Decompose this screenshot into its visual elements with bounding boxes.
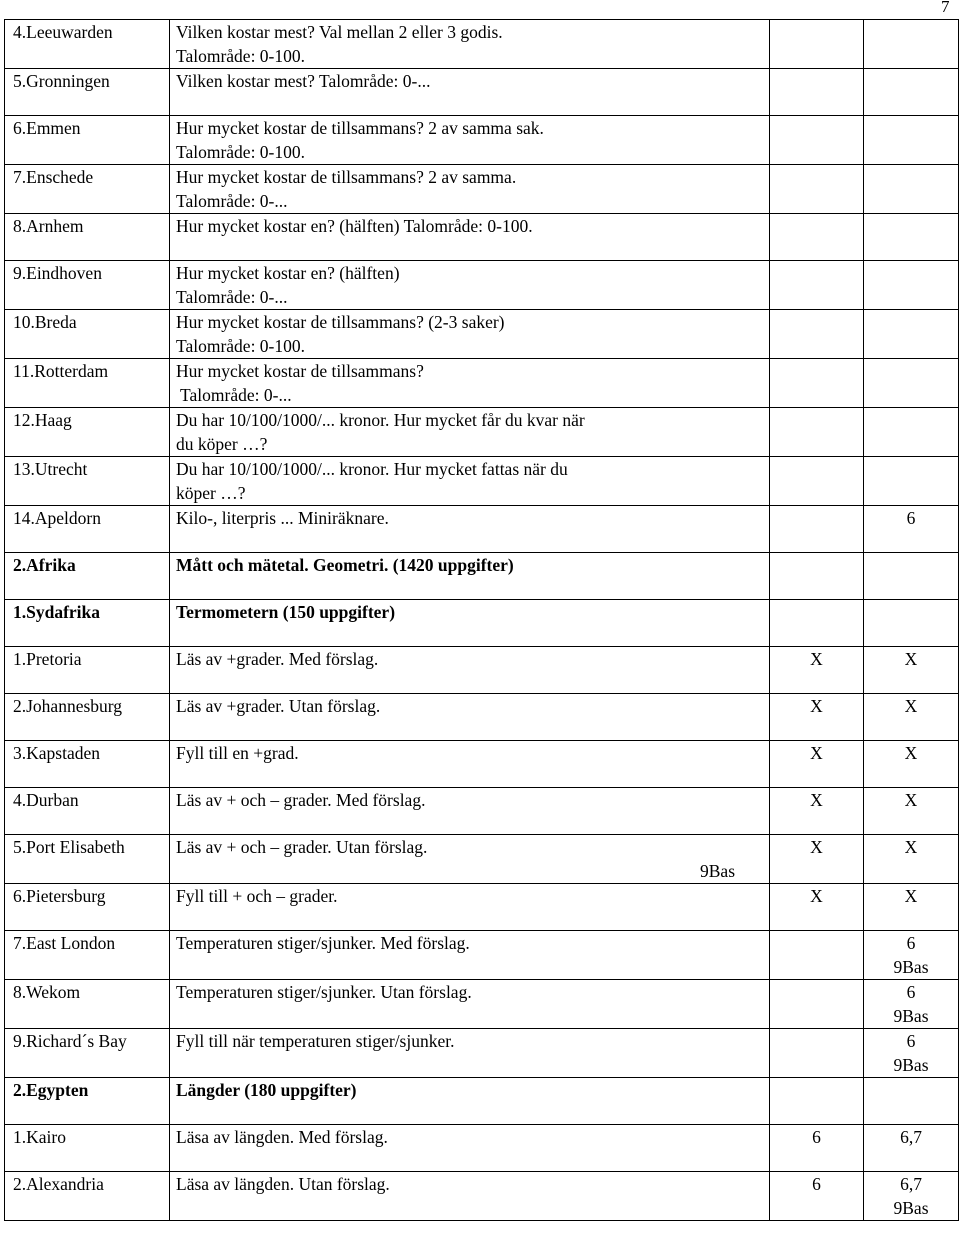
grade-cell-b <box>864 980 959 1029</box>
table-row <box>5 835 959 884</box>
task-text: Hur mycket kostar en? (hälften) Talområde: 0-100. <box>176 216 533 236</box>
table-row <box>5 457 959 506</box>
grade-value-b: X <box>904 696 918 716</box>
grade-cell-a <box>770 1172 864 1221</box>
task-text: Läsa av längden. Utan förslag. <box>176 1174 390 1194</box>
grade-cell-a <box>770 1125 864 1172</box>
grade-value-b: 6 <box>906 933 916 953</box>
location-cell: 2.Egypten <box>5 1078 170 1125</box>
table-row <box>5 1125 959 1172</box>
task-cell <box>170 1172 770 1221</box>
task-text-line2: Talområde: 0-100. <box>176 336 306 356</box>
grade-value-b: X <box>904 649 918 669</box>
location-cell: 3.Kapstaden <box>5 741 170 788</box>
grade-value-b-line2: 9Bas <box>893 1006 929 1026</box>
task-cell <box>170 408 770 457</box>
grade-cell-b <box>864 741 959 788</box>
location-cell: 2.Afrika <box>5 553 170 600</box>
grade-cell-a <box>770 165 864 214</box>
grade-cell-a <box>770 359 864 408</box>
location-cell: 1.Pretoria <box>5 647 170 694</box>
task-text: Fyll till en +grad. <box>176 743 299 763</box>
grade-cell-b <box>864 1172 959 1221</box>
grade-cell-a <box>770 116 864 165</box>
task-text: Läs av + och – grader. Utan förslag. <box>176 837 428 857</box>
task-text: Hur mycket kostar de tillsammans? 2 av samma. <box>176 167 517 187</box>
grade-cell-a <box>770 310 864 359</box>
grade-cell-b <box>864 553 959 600</box>
task-cell <box>170 1029 770 1078</box>
grade-value-b: 6 <box>906 508 916 528</box>
grade-cell-b <box>864 647 959 694</box>
grade-cell-a <box>770 553 864 600</box>
grade-value-a: X <box>810 649 823 669</box>
task-cell <box>170 261 770 310</box>
grade-value-b-line2: 9Bas <box>893 957 929 977</box>
grade-cell-b <box>864 788 959 835</box>
location-cell: 9.Eindhoven <box>5 261 170 310</box>
task-cell <box>170 214 770 261</box>
task-cell <box>170 553 770 600</box>
grade-cell-a <box>770 600 864 647</box>
location-cell: 12.Haag <box>5 408 170 457</box>
table-row <box>5 600 959 647</box>
task-cell <box>170 980 770 1029</box>
grade-value-a: X <box>810 696 823 716</box>
grade-value-b: 6 <box>906 1031 916 1051</box>
location-cell: 11.Rotterdam <box>5 359 170 408</box>
grade-cell-a <box>770 408 864 457</box>
grade-cell-a <box>770 931 864 980</box>
grade-cell-b <box>864 20 959 69</box>
grade-cell-a <box>770 980 864 1029</box>
grade-cell-b <box>864 1125 959 1172</box>
table-row <box>5 788 959 835</box>
grade-cell-b <box>864 694 959 741</box>
task-text: Hur mycket kostar de tillsammans? 2 av samma sak. <box>176 118 544 138</box>
task-text: Temperaturen stiger/sjunker. Med förslag. <box>176 933 470 953</box>
task-text: Hur mycket kostar de tillsammans? <box>176 361 424 381</box>
location-cell: 8.Arnhem <box>5 214 170 261</box>
task-text: Du har 10/100/1000/... kronor. Hur mycket får du kvar när <box>176 410 585 430</box>
task-cell <box>170 457 770 506</box>
table-row <box>5 884 959 931</box>
table-row <box>5 647 959 694</box>
location-cell: 5.Port Elisabeth <box>5 835 170 884</box>
table-row <box>5 69 959 116</box>
grade-value-a: X <box>810 790 823 810</box>
table-row <box>5 506 959 553</box>
task-text: Mått och mätetal. Geometri. (1420 uppgifter) <box>176 555 514 575</box>
grade-cell-a <box>770 457 864 506</box>
task-cell <box>170 647 770 694</box>
location-cell: 5.Gronningen <box>5 69 170 116</box>
task-text: Temperaturen stiger/sjunker. Utan förslag. <box>176 982 472 1002</box>
grade-value-a: X <box>810 886 823 906</box>
task-cell <box>170 69 770 116</box>
grade-cell-b <box>864 457 959 506</box>
task-cell <box>170 788 770 835</box>
grade-value-b: X <box>904 743 918 763</box>
grade-cell-b <box>864 359 959 408</box>
grade-value-b: 6,7 <box>900 1127 922 1147</box>
table-row <box>5 1078 959 1125</box>
location-cell: 10.Breda <box>5 310 170 359</box>
grade-cell-b <box>864 214 959 261</box>
table-row <box>5 931 959 980</box>
grade-cell-a <box>770 1078 864 1125</box>
grade-cell-b <box>864 835 959 884</box>
grade-cell-a <box>770 214 864 261</box>
task-cell <box>170 741 770 788</box>
table-row <box>5 1172 959 1221</box>
task-text: Läsa av längden. Med förslag. <box>176 1127 388 1147</box>
task-cell <box>170 931 770 980</box>
location-cell: 6.Pietersburg <box>5 884 170 931</box>
task-text: Läs av +grader. Med förslag. <box>176 649 379 669</box>
location-cell: 7.Enschede <box>5 165 170 214</box>
task-text-line2: Talområde: 0-... <box>176 287 288 307</box>
task-text-line2: Talområde: 0-... <box>176 191 288 211</box>
location-cell: 7.East London <box>5 931 170 980</box>
location-cell: 4.Durban <box>5 788 170 835</box>
location-cell: 6.Emmen <box>5 116 170 165</box>
grade-extra: 9Bas <box>700 861 735 881</box>
table-row <box>5 741 959 788</box>
task-text-line2: Talområde: 0-... <box>176 385 292 405</box>
grade-cell-a <box>770 788 864 835</box>
task-cell <box>170 600 770 647</box>
task-text-line2: Talområde: 0-100. <box>176 46 306 66</box>
task-text: Vilken kostar mest? Talområde: 0-... <box>176 71 431 91</box>
task-cell <box>170 694 770 741</box>
grade-cell-a <box>770 261 864 310</box>
location-cell: 9.Richard´s Bay <box>5 1029 170 1078</box>
task-cell <box>170 835 770 884</box>
location-cell: 8.Wekom <box>5 980 170 1029</box>
grade-value-a: 6 <box>812 1127 821 1147</box>
table-row <box>5 359 959 408</box>
task-text: Kilo-, literpris ... Miniräknare. <box>176 508 389 528</box>
task-text: Du har 10/100/1000/... kronor. Hur mycket fattas när du <box>176 459 568 479</box>
task-text: Hur mycket kostar en? (hälften) <box>176 263 400 283</box>
grade-cell-b <box>864 165 959 214</box>
task-cell <box>170 310 770 359</box>
task-cell <box>170 20 770 69</box>
grade-value-b-line2: 9Bas <box>893 1055 929 1075</box>
curriculum-table <box>4 19 959 1221</box>
task-text: Fyll till när temperaturen stiger/sjunker. <box>176 1031 455 1051</box>
grade-cell-b <box>864 1078 959 1125</box>
table-row <box>5 310 959 359</box>
grade-cell-a <box>770 741 864 788</box>
location-cell: 2.Johannesburg <box>5 694 170 741</box>
grade-cell-a <box>770 647 864 694</box>
task-cell <box>170 1078 770 1125</box>
grade-value-a: X <box>810 743 823 763</box>
table-row <box>5 553 959 600</box>
location-cell: 2.Alexandria <box>5 1172 170 1221</box>
grade-cell-b <box>864 884 959 931</box>
grade-value-a: X <box>810 837 823 857</box>
task-cell <box>170 165 770 214</box>
task-text-line2: Talområde: 0-100. <box>176 142 306 162</box>
grade-cell-b <box>864 408 959 457</box>
location-cell: 13.Utrecht <box>5 457 170 506</box>
grade-cell-b <box>864 1029 959 1078</box>
grade-cell-b <box>864 600 959 647</box>
table-row <box>5 694 959 741</box>
task-text: Fyll till + och – grader. <box>176 886 338 906</box>
table-row <box>5 1029 959 1078</box>
grade-value-b-line2: 9Bas <box>893 1198 929 1218</box>
grade-cell-b <box>864 116 959 165</box>
table-row <box>5 116 959 165</box>
grade-value-b: X <box>904 790 918 810</box>
table-row <box>5 20 959 69</box>
grade-value-b: 6 <box>906 982 916 1002</box>
task-text-line2: köper …? <box>176 483 246 503</box>
task-cell <box>170 1125 770 1172</box>
task-text: Längder (180 uppgifter) <box>176 1080 357 1100</box>
task-cell <box>170 884 770 931</box>
grade-cell-b <box>864 310 959 359</box>
grade-cell-a <box>770 884 864 931</box>
grade-cell-b <box>864 931 959 980</box>
table-row <box>5 408 959 457</box>
task-cell <box>170 506 770 553</box>
task-cell <box>170 359 770 408</box>
grade-cell-a <box>770 506 864 553</box>
grade-value-b: 6,7 <box>900 1174 922 1194</box>
task-text: Läs av +grader. Utan förslag. <box>176 696 381 716</box>
grade-cell-b <box>864 69 959 116</box>
task-text-line2: du köper …? <box>176 434 268 454</box>
grade-cell-b <box>864 261 959 310</box>
location-cell: 4.Leeuwarden <box>5 20 170 69</box>
grade-cell-b <box>864 506 959 553</box>
grade-cell-a <box>770 694 864 741</box>
task-text: Termometern (150 uppgifter) <box>176 602 396 622</box>
location-cell: 1.Sydafrika <box>5 600 170 647</box>
task-text: Hur mycket kostar de tillsammans? (2-3 saker) <box>176 312 505 332</box>
grade-value-b: X <box>904 837 918 857</box>
table-row <box>5 980 959 1029</box>
grade-cell-a <box>770 1029 864 1078</box>
location-cell: 1.Kairo <box>5 1125 170 1172</box>
grade-value-b: X <box>904 886 918 906</box>
task-cell <box>170 116 770 165</box>
location-cell: 14.Apeldorn <box>5 506 170 553</box>
table-row <box>5 214 959 261</box>
grade-cell-a <box>770 20 864 69</box>
grade-value-a: 6 <box>812 1174 821 1194</box>
table-row <box>5 261 959 310</box>
table-row <box>5 165 959 214</box>
page-number: 7 <box>941 0 950 16</box>
grade-cell-a <box>770 69 864 116</box>
grade-cell-a <box>700 835 864 884</box>
task-text: Vilken kostar mest? Val mellan 2 eller 3 godis. <box>176 22 503 42</box>
task-text: Läs av + och – grader. Med förslag. <box>176 790 426 810</box>
